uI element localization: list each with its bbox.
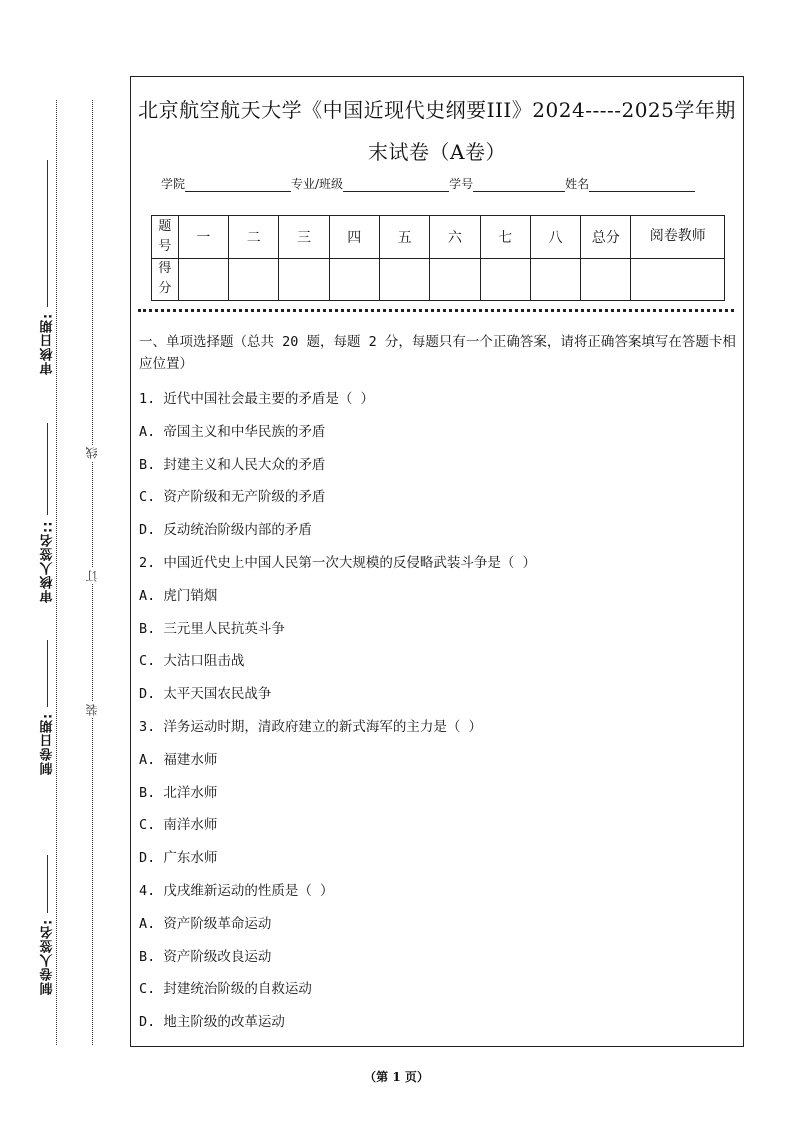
question-stem: 3. 洋务运动时期，清政府建立的新式海军的主力是（ ） (139, 718, 483, 735)
score-cell-5[interactable] (379, 258, 429, 301)
score-cell-3[interactable] (279, 258, 329, 301)
score-col-8: 八 (530, 216, 580, 259)
exam-frame (130, 76, 744, 1047)
field-college-label: 学院 (161, 177, 186, 191)
question-option: C. 南洋水师 (139, 817, 218, 834)
field-college-blank[interactable] (185, 179, 291, 192)
score-cell-teacher[interactable] (631, 258, 725, 301)
question-stem: 1. 近代中国社会最主要的矛盾是（ ） (139, 391, 375, 407)
score-col-4: 四 (329, 216, 379, 259)
question-stem: 2. 中国近代史上中国人民第一次大规模的反侵略武装斗争是（ ） (139, 554, 537, 571)
question-option: B. 三元里人民抗英斗争 (139, 620, 285, 637)
compiler-signature-blank[interactable] (48, 855, 49, 913)
question-option: A. 虎门销烟 (139, 587, 218, 604)
score-table-score-row (152, 258, 725, 301)
compiler-signature-text: 制卷人签名: (40, 918, 56, 995)
compile-date-text: 制卷日期: (40, 712, 56, 775)
reviewer-signature-label (38, 418, 58, 603)
question-stem: 4. 戊戌维新运动的性质是（ ） (139, 882, 334, 899)
field-id-blank[interactable] (473, 179, 565, 192)
question-option: B. 北洋水师 (139, 784, 218, 801)
score-col-1: 一 (178, 216, 228, 259)
question-number-header: 题号 (152, 216, 179, 259)
reviewer-signature-text: 审核人签名:: (40, 520, 56, 603)
score-cell-6[interactable] (430, 258, 480, 301)
question-option: C. 封建统治阶级的自救运动 (139, 981, 312, 998)
compile-date-label (38, 640, 58, 775)
score-table (151, 215, 725, 301)
score-row-label: 得分 (152, 258, 179, 301)
review-date-label (38, 160, 58, 375)
score-cell-4[interactable] (329, 258, 379, 301)
score-cell-1[interactable] (178, 258, 228, 301)
field-major-label: 专业/班级 (291, 177, 344, 191)
score-cell-2[interactable] (229, 258, 279, 301)
score-col-5: 五 (379, 216, 429, 259)
question-option: A. 福建水师 (139, 751, 218, 768)
exam-content (139, 331, 739, 1039)
binding-mark-bind: 装 (85, 704, 99, 716)
compile-date-blank[interactable] (48, 640, 49, 707)
student-info-row (161, 175, 721, 192)
section-heading: 一、单项选择题（总共 20 题，每题 2 分，每题只有一个正确答案，请将正确答案填写在答题卡相应位置） (139, 334, 736, 372)
question-option: D. 反动统治阶级内部的矛盾 (139, 522, 312, 539)
score-col-2: 二 (229, 216, 279, 259)
review-date-blank[interactable] (48, 160, 49, 307)
question-option: A. 资产阶级革命运动 (139, 915, 272, 932)
question-option: D. 广东水师 (139, 850, 218, 867)
score-cell-total[interactable] (581, 258, 631, 301)
question-option: B. 封建主义和人民大众的矛盾 (139, 456, 326, 473)
field-name-label: 姓名 (565, 177, 590, 191)
question-option: B. 资产阶级改良运动 (139, 948, 272, 965)
field-name-blank[interactable] (589, 179, 695, 192)
question-option: C. 资产阶级和无产阶级的矛盾 (139, 489, 326, 506)
exam-title-line2: 末试卷（A卷） (368, 140, 506, 164)
score-col-7: 七 (480, 216, 530, 259)
page-number: （第 1 页） (364, 1070, 429, 1084)
question-option: C. 大沽口阻击战 (139, 653, 245, 670)
binding-mark-line: 线 (85, 447, 99, 459)
score-cell-8[interactable] (530, 258, 580, 301)
exam-title (131, 89, 743, 173)
field-major-blank[interactable] (343, 179, 449, 192)
score-cell-7[interactable] (480, 258, 530, 301)
compiler-signature-label (38, 855, 58, 995)
score-col-6: 六 (430, 216, 480, 259)
question-option: A. 帝国主义和中华民族的矛盾 (139, 423, 326, 440)
grading-teacher-header: 阅卷教师 (631, 216, 725, 259)
score-col-3: 三 (279, 216, 329, 259)
binding-margin (0, 0, 128, 1122)
exam-title-line1: 北京航空航天大学《中国近现代史纲要III》2024-----2025学年期 (138, 98, 736, 122)
reviewer-signature-blank[interactable] (48, 423, 49, 515)
score-col-total: 总分 (581, 216, 631, 259)
binding-mark-staple: 订 (85, 570, 99, 582)
review-date-text: 审核日期: (40, 312, 56, 375)
field-id-label: 学号 (449, 177, 474, 191)
score-table-header-row (152, 216, 725, 259)
question-option: D. 太平天国农民战争 (139, 686, 272, 703)
question-option: D. 地主阶级的改革运动 (139, 1014, 285, 1031)
header-divider (138, 309, 734, 312)
